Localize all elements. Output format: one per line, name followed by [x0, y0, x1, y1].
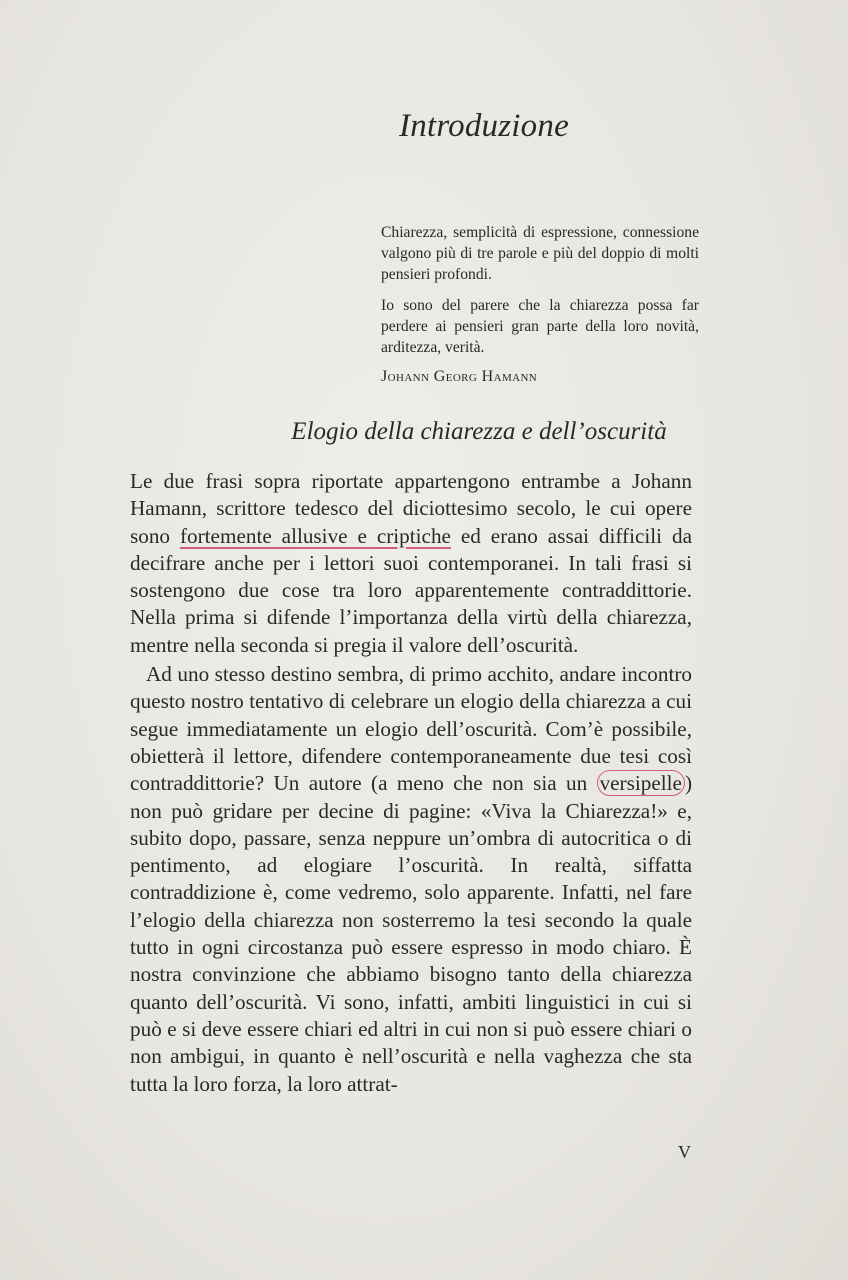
chapter-title: Introduzione	[399, 108, 569, 144]
paragraph-2-text-start: Ad uno stesso destino sembra, di primo acchito, andare incontro questo nostro tentativo di celebrare un elogio della chiarezza a cui segue immediatamente un elogio dell’oscurità. Com’è possibile, obietterà il lettore, difendere contemporaneamente due tesi così contraddittorie? Un autore (a meno che non sia un	[130, 662, 692, 796]
paragraph-1-text-end: ed erano assai difficili da decifrare anche per i lettori suoi contemporanei. In tali frasi si sostengono due cose tra loro apparentemente contraddittorie. Nella prima si difende l’importanza della virtù della chiarezza, mentre nella seconda si pregia il valore dell’oscurità.	[130, 523, 692, 657]
epigraph-paragraph-1: Chiarezza, semplicità di espressione, connessione valgono più di tre parole e più del doppio di molti pensieri profondi.	[381, 224, 699, 283]
body-paragraph-1	[130, 468, 692, 659]
epigraph	[381, 222, 699, 397]
epigraph-author: Johann Georg Hamann	[381, 368, 538, 385]
paragraph-2-text-end: ) non può gridare per decine di pagine: «Viva la Chiarezza!» e, subito dopo, passare, senza neppure un’ombra di autocritica o di pentimento, ad elogiare l’oscurità. In realtà, siffatta contraddizione è, come vedremo, solo apparente. Infatti, nel fare l’elogio della chiarezza non sosterremo la tesi secondo la quale tutto in ogni circostanza può essere espresso in modo chiaro. È nostra convinzione che abbiamo bisogno tanto della chiarezza quanto dell’oscurità. Vi sono, infatti, ambiti linguistici in cui si può e si deve essere chiari ed altri in cui non si può essere chiari o non ambigui, in quanto è nell’oscurità e nella vaghezza che sta tutta la loro forza, la loro attrat-	[130, 771, 692, 1096]
circled-annotation: versipelle	[597, 770, 685, 796]
section-title: Elogio della chiarezza e dell’oscurità	[291, 418, 667, 445]
paragraph-1-text-start: Le due frasi sopra riportate appartengono entrambe a Johann Hamann, scrittore tedesco del diciottesimo secolo, le cui opere sono	[130, 469, 692, 548]
epigraph-paragraph-2: Io sono del parere che la chiarezza possa far perdere ai pensieri gran parte della loro novità, arditezza, verità.	[381, 297, 699, 356]
body-paragraph-2	[130, 661, 692, 1098]
page-number: V	[678, 1142, 691, 1162]
body-text	[130, 468, 692, 1098]
underlined-annotation: fortemente allusive e criptiche	[179, 523, 451, 548]
